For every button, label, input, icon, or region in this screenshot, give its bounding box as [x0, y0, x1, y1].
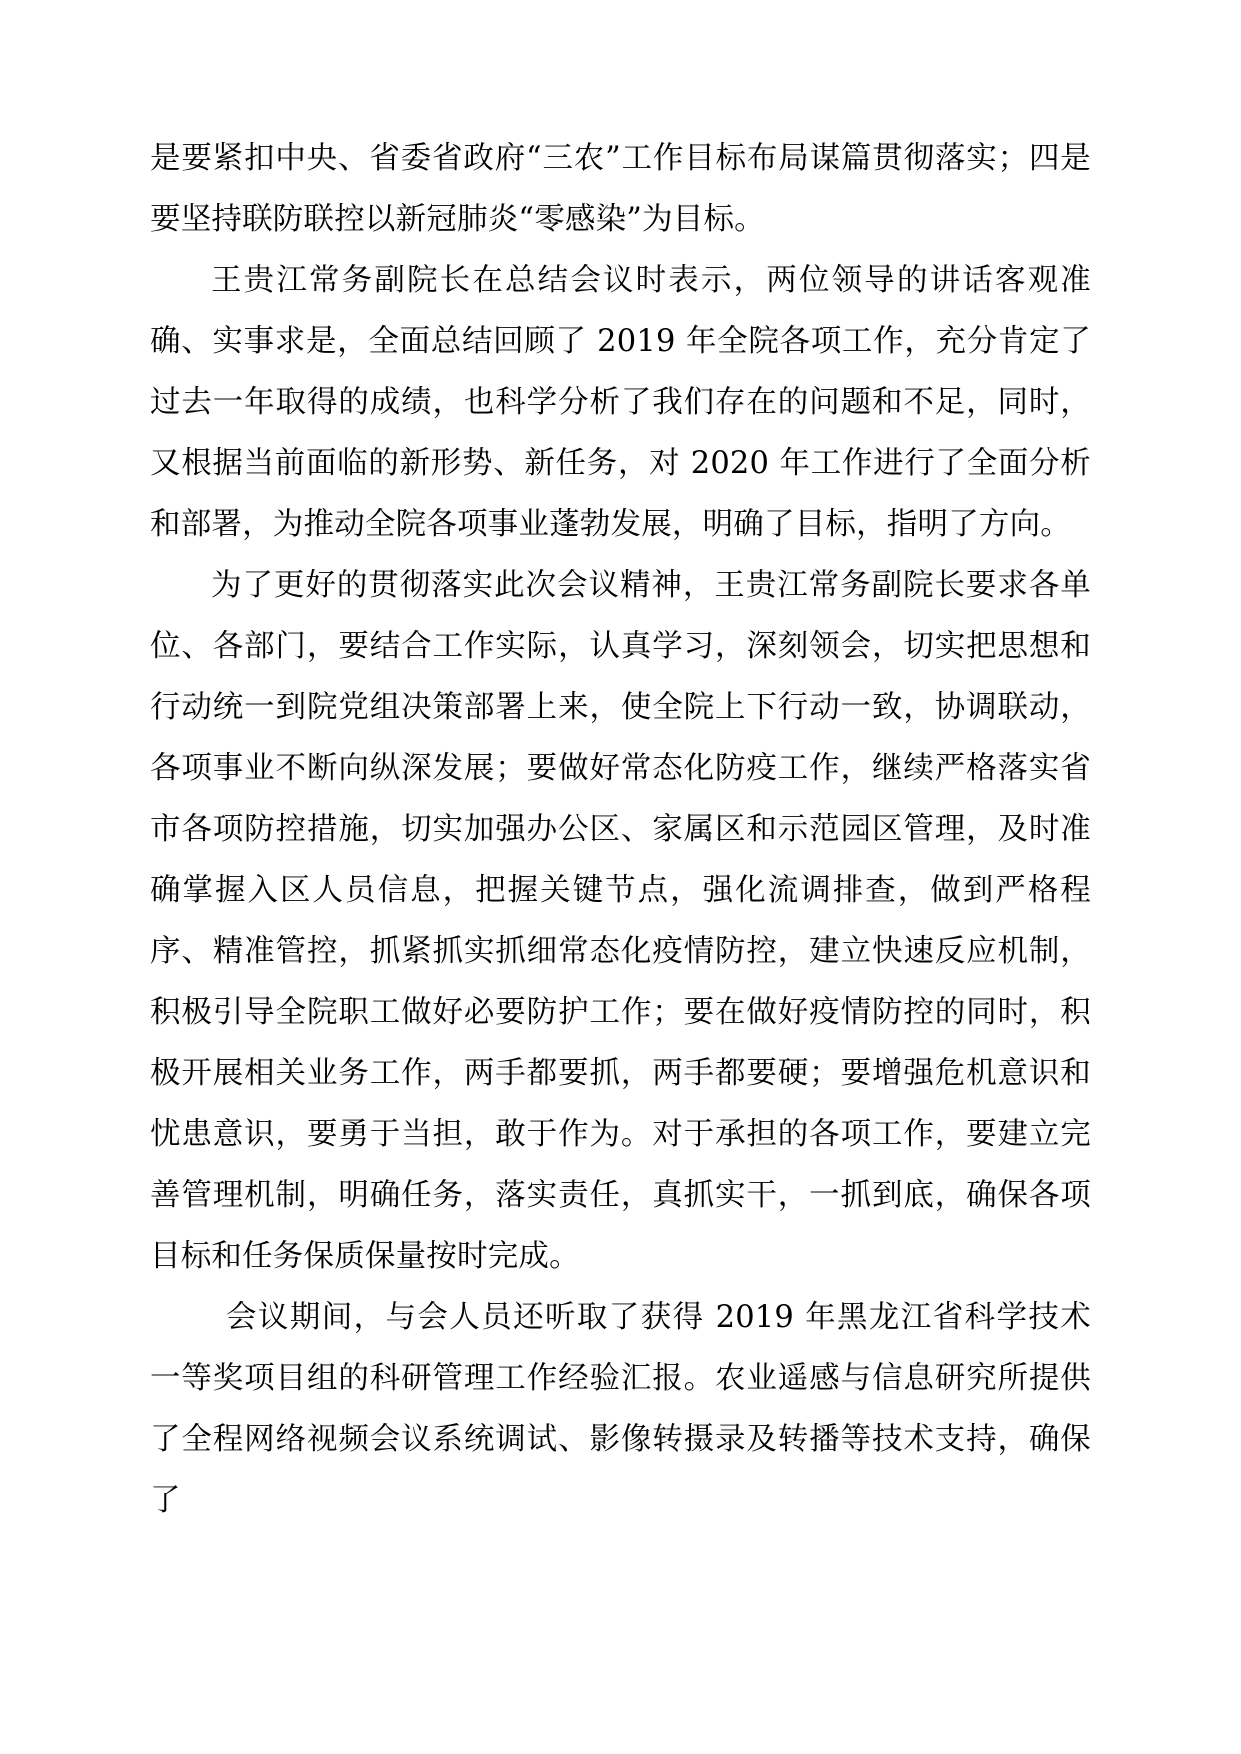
paragraph-4: 会议期间，与会人员还听取了获得 2019 年黑龙江省科学技术一等奖项目组的科研管理工作经验汇报。农业遥感与信息研究所提供了全程网络视频会议系统调试、影像转摄录及转播等技术支持，确保了 [150, 1300, 1091, 1518]
paragraph-2: 王贵江常务副院长在总结会议时表示，两位领导的讲话客观准确、实事求是，全面总结回顾了 2019 年全院各项工作，充分肯定了过去一年取得的成绩，也科学分析了我们存在的问题和不足，同时，又根据当前面临的新形势、新任务，对 2020 年工作进行了全面分析和部署，为推动全院各项事业蓬勃发展，明确了目标，指明了方向。 [150, 263, 1091, 542]
paragraph-3: 为了更好的贯彻落实此次会议精神，王贵江常务副院长要求各单位、各部门，要结合工作实际，认真学习，深刻领会，切实把思想和行动统一到院党组决策部署上来，使全院上下行动一致，协调联动，各项事业不断向纵深发展；要做好常态化防疫工作，继续严格落实省市各项防控措施，切实加强办公区、家属区和示范园区管理，及时准确掌握入区人员信息，把握关键节点，强化流调排查，做到严格程序、精准管控，抓紧抓实抓细常态化疫情防控，建立快速反应机制，积极引导全院职工做好必要防护工作；要在做好疫情防控的同时，积极开展相关业务工作，两手都要抓，两手都要硬；要增强危机意识和忧患意识，要勇于当担，敢于作为。对于承担的各项工作，要建立完善管理机制，明确任务，落实责任，真抓实干，一抓到底，确保各项目标和任务保质保量按时完成。 [150, 568, 1091, 1274]
paragraph-1: 是要紧扣中央、省委省政府“三农”工作目标布局谋篇贯彻落实；四是要坚持联防联控以新冠肺炎“零感染”为目标。 [150, 141, 1091, 237]
document-body [150, 128, 1091, 1531]
